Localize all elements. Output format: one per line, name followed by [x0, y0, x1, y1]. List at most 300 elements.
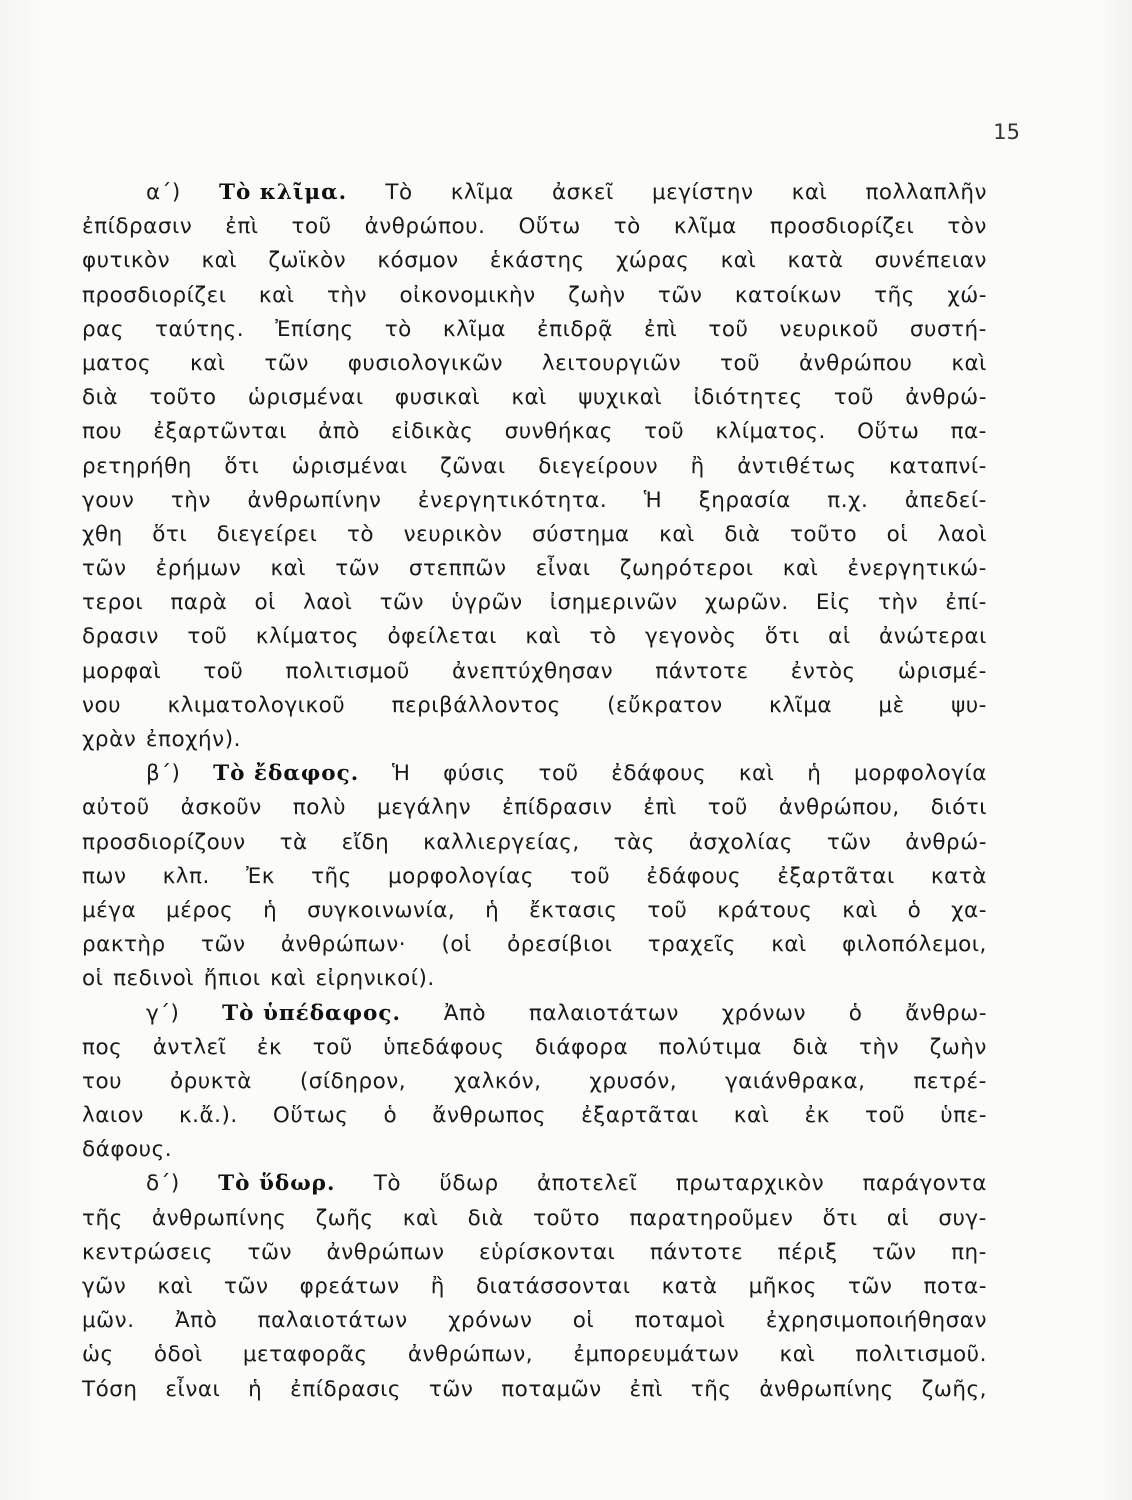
word: τοῦτο [789, 521, 858, 547]
word: τοῦ [708, 316, 749, 342]
word: καὶ [157, 1274, 193, 1299]
word: ἐμπορευμάτων [573, 1342, 740, 1368]
word: ἐπίδρασιν [82, 214, 193, 240]
word: λαιον [82, 1103, 144, 1129]
page-number: 15 [993, 120, 1020, 144]
word: ζωὴν [929, 1034, 987, 1060]
word: τοῦ [538, 761, 579, 787]
word: ρακτὴρ [82, 932, 166, 958]
word: μέρος [166, 897, 234, 923]
word: τοῦ [644, 419, 685, 445]
word: πος [82, 1034, 123, 1060]
word: τοῦ [720, 350, 761, 376]
text-line [82, 317, 987, 351]
word: ἐκ [256, 1034, 283, 1060]
word: τοῦτο [149, 385, 217, 411]
word: Τόση [82, 1376, 138, 1402]
word: ἀποτελεῖ [537, 1171, 638, 1197]
word: νου [82, 692, 122, 718]
text-line [82, 659, 987, 693]
word: ἐπιδρᾷ [537, 316, 613, 342]
word: συστή- [909, 316, 987, 342]
word: τῶν [379, 590, 425, 616]
word: κλῖμα [769, 692, 833, 718]
word: τῶν [82, 556, 127, 582]
text-line [82, 1137, 987, 1171]
word: Ἡ [391, 761, 411, 787]
word: καὶ [842, 897, 878, 923]
text-line [82, 898, 987, 932]
word: τοῦ [203, 658, 244, 684]
word: μορφαὶ [82, 658, 162, 684]
word: μέγα [82, 897, 137, 923]
word: καὶ [511, 385, 547, 411]
word: τραχεῖς [647, 932, 736, 958]
word: α΄) [146, 180, 181, 205]
text-line [82, 1069, 987, 1103]
text-line [82, 351, 987, 385]
word: πολιτισμοῦ. [855, 1342, 987, 1368]
text-line [82, 522, 987, 556]
section-heading: Τὸ κλῖμα. [218, 180, 348, 205]
word: φυσικαὶ [394, 385, 481, 411]
word: του [82, 1068, 123, 1094]
word: πα- [950, 419, 987, 445]
word: καὶ [201, 248, 238, 274]
word: τῶν [247, 1239, 293, 1265]
word: διεγείρουν [538, 453, 659, 479]
word: ἀνθρωπίνην [247, 487, 382, 513]
text-line [82, 727, 987, 761]
word: μεγάλην [377, 795, 472, 821]
word: ρετηρήθη [82, 453, 192, 479]
word: χρὰν [82, 727, 137, 752]
word: ἐποχήν). [145, 727, 241, 752]
word: καὶ [525, 624, 561, 650]
word: τὰς [613, 829, 655, 855]
word: ὅτι [822, 1205, 858, 1231]
word: Οὕτω [518, 214, 581, 240]
word: τῶν [428, 1376, 474, 1402]
word: ἐνεργητικότητα. [417, 487, 608, 513]
word: ἐχρησιμοποιήθησαν [765, 1308, 987, 1334]
word: πολλαπλῆν [865, 180, 987, 205]
word: ἐδάφους [646, 863, 742, 889]
word: αἱ [886, 1205, 910, 1231]
text-line [82, 419, 987, 453]
word: Τὸ [373, 1171, 402, 1197]
word: διὰ [82, 385, 119, 411]
section-heading: Τὸ ὕδωρ. [218, 1171, 336, 1197]
word: καταπνί- [888, 453, 987, 479]
word: ἀσχολίας [688, 829, 793, 855]
word: ὡρισμέναι [291, 453, 408, 479]
word: ἐδάφους [611, 761, 707, 787]
word: λαοὶ [303, 590, 353, 616]
word: ἀνθρώπων· [280, 932, 407, 958]
word: προσδιορίζουν [82, 829, 246, 855]
word: κατὰ [661, 1274, 718, 1299]
word: ἐπὶ [629, 1376, 663, 1402]
word: ἢ [690, 453, 705, 479]
text-line [82, 590, 987, 624]
text-line [82, 1274, 987, 1308]
word: (σίδηρον, [299, 1068, 407, 1094]
word: σύστημα [531, 521, 630, 547]
word: τοῦ [707, 795, 748, 821]
word: παρατηροῦμεν [629, 1205, 794, 1231]
word: κλίματος. [715, 419, 826, 445]
word: Τὸ [385, 180, 413, 205]
word: φιλοπόλεμοι, [842, 932, 987, 958]
word: τὸ [384, 316, 412, 342]
word: οἱ [254, 590, 276, 616]
word: ἰσημερινῶν [549, 590, 678, 616]
word: καὶ [779, 1342, 816, 1368]
word: γεγονὸς [644, 624, 737, 650]
word: τοῦ [647, 897, 688, 923]
word: ὀρεσίβιοι [507, 932, 613, 958]
word: τοῦ [865, 1103, 906, 1129]
word: (εὔκρατον [607, 692, 723, 718]
word: χώρας [615, 248, 690, 274]
word: καὶ [951, 350, 987, 376]
word: ἐπίδρασις [290, 1376, 402, 1402]
word: ἐξαρτῶνται [153, 419, 287, 445]
word: ταύτης. [155, 316, 245, 342]
word: ζωηρότεροι [619, 556, 754, 582]
word: ἡ [485, 897, 500, 923]
word: καὶ [733, 1103, 770, 1129]
word: πετρέ- [913, 1068, 987, 1094]
word: τοῦ [570, 863, 611, 889]
text-line [82, 248, 987, 282]
word: δ΄) [146, 1171, 180, 1197]
text-line [82, 693, 987, 727]
word: γ΄) [146, 1000, 180, 1026]
word: τοῦ [187, 624, 228, 650]
word: πολύτιμα [658, 1034, 762, 1060]
word: τὰ [279, 829, 308, 855]
word: χθη [82, 521, 123, 547]
word: ὅτι [224, 453, 260, 479]
word: τὴν [170, 487, 211, 513]
word: διατάσσονται [475, 1274, 631, 1299]
word: δάφους. [82, 1137, 173, 1163]
word: καὶ [771, 932, 807, 958]
word: προσδιορίζει [82, 282, 227, 308]
word: εὑρίσκονται [478, 1239, 616, 1265]
word: πέριξ [777, 1239, 838, 1265]
word: κατὰ [930, 863, 987, 889]
word: οἱ [82, 966, 104, 992]
word: ὁ [907, 897, 922, 923]
word: ἀνθρωπίνης [759, 1376, 894, 1402]
word: τῶν [264, 350, 309, 376]
word: τῶν [201, 932, 246, 958]
word: ἑκάστης [489, 248, 585, 274]
word: καὶ [791, 180, 828, 205]
word: ψυ- [951, 692, 987, 718]
word: καλλιεργείας, [423, 829, 580, 855]
word: κεντρώσεις [82, 1239, 214, 1265]
word: ὀρυκτὰ [169, 1068, 252, 1094]
word: τοῦ [833, 385, 874, 411]
word: καὶ [270, 966, 306, 992]
word: Εἰς [815, 590, 851, 616]
word: π.χ. [827, 487, 869, 513]
word: μῆκος [748, 1274, 817, 1299]
word: ζωϊκὸν [268, 248, 347, 274]
word: ἤπιοι [203, 966, 261, 992]
word: παλαιοτάτων [528, 1000, 679, 1026]
word: ὁ [383, 1103, 398, 1129]
word: οἱ [886, 521, 909, 547]
word: τοῦ [312, 1034, 353, 1060]
word: ἔκτασις [529, 897, 618, 923]
word: τὸ [613, 214, 641, 240]
word: ἐπὶ [643, 316, 678, 342]
word: ἀσκοῦν [180, 795, 262, 821]
word: ἀνθρώπου [798, 350, 913, 376]
word: κράτους [717, 897, 813, 923]
word: κλιματολογικοῦ [167, 692, 346, 718]
text-line [82, 932, 987, 966]
word: ἐρήμων [155, 556, 242, 582]
word: κλῖμα [450, 180, 514, 205]
word: ἀντιθέτως [737, 453, 857, 479]
word: νευρικοῦ [779, 316, 879, 342]
word: ἀνθρώπων, [407, 1342, 534, 1368]
word: ἀνθρώπου, [778, 795, 900, 821]
word: ἐξαρτᾶται [777, 863, 895, 889]
word: φρεάτων [299, 1274, 400, 1299]
word: τῶν [872, 1239, 917, 1265]
word: τὴν [859, 1034, 900, 1060]
word: πη- [951, 1239, 987, 1265]
word: ἀνθρώ- [905, 385, 987, 411]
word: ρας [82, 316, 124, 342]
word: κλίματος [255, 624, 360, 650]
word: χρυσόν, [589, 1068, 678, 1094]
word: που [82, 419, 123, 445]
word: καὶ [738, 761, 775, 787]
word: ὀφείλεται [387, 624, 497, 650]
text-line [82, 966, 987, 1000]
text-line [82, 624, 987, 658]
word: τῆς [874, 282, 915, 308]
word: εἶναι [535, 556, 591, 582]
word: ὡς [82, 1342, 114, 1368]
word: ποταμοὶ [634, 1308, 726, 1334]
text-line [82, 1206, 987, 1240]
word: πάντοτε [655, 658, 749, 684]
word: ἀνθρωπίνης [151, 1205, 287, 1231]
word: ζωῆς, [921, 1376, 987, 1402]
word: τῶν [826, 829, 872, 855]
word: ἐντὸς [790, 658, 856, 684]
word: ὑπεδάφους [383, 1034, 505, 1060]
word: συνέπειαν [874, 248, 987, 274]
text-line [82, 283, 987, 317]
word: ματος [82, 350, 152, 376]
word: πρωταρχικὸν [675, 1171, 825, 1197]
word: ἄνθρω- [905, 1000, 987, 1026]
word: καὶ [402, 1205, 439, 1231]
text-line [82, 864, 987, 898]
word: ἢ [430, 1274, 445, 1299]
text-line [82, 795, 987, 829]
word: ἀσκεῖ [551, 180, 614, 205]
word: ὅτι [152, 521, 188, 547]
word: οἱ [572, 1308, 595, 1334]
word: τεροι [82, 590, 144, 616]
word: κατοίκων [734, 282, 842, 308]
text-line [82, 1308, 987, 1342]
word: τῶν [657, 282, 703, 308]
word: ἀπεδεί- [904, 487, 987, 513]
word: κλῖμα [442, 316, 506, 342]
text-line [82, 1001, 987, 1035]
word: εἰδικὰς [391, 419, 474, 445]
word: μεγίστην [651, 180, 754, 205]
word: ζῶναι [440, 453, 506, 479]
word: ξηρασία [698, 487, 791, 513]
word: λειτουργιῶν [541, 350, 682, 376]
word: ἀνεπτύχθησαν [451, 658, 614, 684]
word: β΄) [146, 761, 181, 787]
word: καὶ [189, 350, 226, 376]
word: ζωῆς [315, 1205, 374, 1231]
word: φυσιολογικῶν [347, 350, 503, 376]
word: ὡρισμέ- [897, 658, 987, 684]
word: εἰρηνικοί). [315, 966, 435, 992]
word: λαοὶ [937, 521, 987, 547]
word: διὰ [724, 521, 761, 547]
word: Ἡ [643, 487, 663, 513]
text-line [82, 1103, 987, 1137]
word: χρόνων [448, 1308, 533, 1334]
word: παλαιοτάτων [257, 1308, 408, 1334]
word: κ.ἄ.). [179, 1103, 238, 1129]
word: φυτικὸν [82, 248, 171, 274]
word: χαλκόν, [454, 1068, 542, 1094]
word: κόσμον [377, 248, 459, 274]
word: φύσις [443, 761, 506, 787]
word: μορφολογίας [387, 863, 534, 889]
word: τὴν [878, 590, 919, 616]
word: τοῦτο [532, 1205, 601, 1231]
word: χώ- [947, 282, 987, 308]
word: νευρικὸν [403, 521, 503, 547]
word: ὅτι [764, 624, 800, 650]
text-line [82, 1171, 987, 1205]
word: ἰδιότητες [693, 385, 803, 411]
word: μὲ [878, 692, 905, 718]
word: περιβάλλοντος [391, 692, 561, 718]
text-line [82, 385, 987, 419]
word: τῶν [847, 1274, 893, 1299]
word: ἀντλεῖ [152, 1034, 227, 1060]
word: χρόνων [721, 1000, 806, 1026]
word: παρὰ [170, 590, 228, 616]
word: μῶν. [82, 1308, 135, 1334]
word: ἀπὸ [318, 419, 360, 445]
word: διεγείρει [216, 521, 318, 547]
word: οἰκονομικὴν [399, 282, 536, 308]
word: στεππῶν [408, 556, 507, 582]
text-line [82, 214, 987, 248]
word: Οὕτως [272, 1103, 349, 1129]
word: καὶ [720, 248, 757, 274]
word: εἴδη [341, 829, 390, 855]
word: ὕδωρ [439, 1171, 499, 1197]
word: Ἐπίσης [275, 316, 354, 342]
word: μεταφορᾶς [242, 1342, 368, 1368]
word: ἐπὶ [643, 795, 677, 821]
word: ἐξαρτᾶται [581, 1103, 699, 1129]
word: ποταμῶν [501, 1376, 602, 1402]
word: Ἀπὸ [443, 1000, 487, 1026]
text-line [82, 1377, 987, 1411]
word: μορφολογία [854, 761, 987, 787]
text-line [82, 761, 987, 795]
word: καὶ [782, 556, 819, 582]
word: αὐτοῦ [82, 795, 150, 821]
word: καὶ [258, 282, 295, 308]
word: ὑγρῶν [451, 590, 523, 616]
word: διὰ [467, 1205, 504, 1231]
word: ἄνθρωπος [432, 1103, 547, 1129]
text-line [82, 1342, 987, 1376]
word: ἐπὶ [225, 214, 259, 240]
body-text [82, 180, 987, 1411]
word: διότι [930, 795, 987, 821]
word: ὑπε- [940, 1103, 987, 1129]
word: καὶ [270, 556, 307, 582]
word: τῆς [82, 1205, 123, 1231]
word: συνθήκας [504, 419, 613, 445]
word: καὶ [659, 521, 695, 547]
word: ἐνεργητικώ- [847, 556, 987, 582]
word: κατὰ [787, 248, 844, 274]
text-line [82, 830, 987, 864]
word: τὸ [346, 521, 375, 547]
text-line [82, 488, 987, 522]
word: τῆς [690, 1376, 732, 1402]
word: τὸν [947, 214, 987, 240]
word: πολιτισμοῦ [285, 658, 410, 684]
section-heading: Τὸ ἔδαφος. [213, 761, 360, 787]
word: κλπ. [162, 863, 210, 889]
word: παράγοντα [862, 1171, 987, 1197]
word: τῆς [311, 863, 352, 889]
word: Οὕτω [857, 419, 920, 445]
word: πάντοτε [649, 1239, 744, 1265]
word: εἶναι [165, 1376, 221, 1402]
word: συγ- [938, 1205, 987, 1231]
word: πολὺ [292, 795, 347, 821]
word: κλῖμα [673, 214, 737, 240]
word: ἐκ [804, 1103, 830, 1129]
word: γῶν [82, 1274, 127, 1299]
text-line [82, 556, 987, 590]
word: πεδινοὶ [113, 966, 195, 992]
word: Ἀπὸ [174, 1308, 218, 1334]
word: ζωὴν [568, 282, 626, 308]
word: τὴν [326, 282, 368, 308]
word: γουν [82, 487, 135, 513]
